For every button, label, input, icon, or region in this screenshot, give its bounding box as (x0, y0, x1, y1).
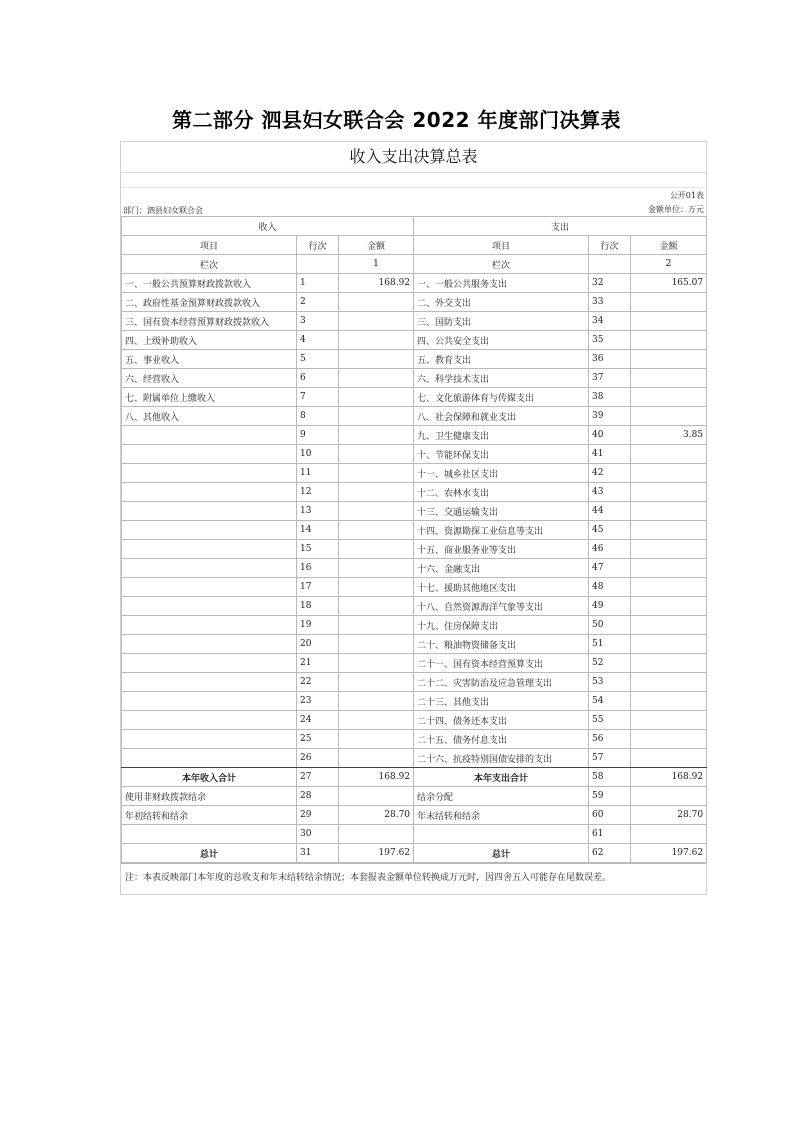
income-line-cell: 6 (297, 369, 339, 388)
expense-amount-cell: 28.70 (631, 806, 707, 825)
page-title: 第二部分 泗县妇女联合会 2022 年度部门决算表 (171, 108, 622, 132)
income-amount-cell (339, 521, 414, 540)
table-row (122, 578, 707, 597)
table-row (122, 502, 707, 521)
expense-item-cell: 年末结转和结余 (414, 806, 589, 825)
expense-amount-cell (631, 673, 707, 692)
income-amount-cell (339, 749, 414, 768)
expense-line-cell: 39 (589, 407, 631, 426)
column-number-row (122, 255, 707, 274)
income-amount-cell (339, 540, 414, 559)
expense-amount-cell: 168.92 (631, 768, 707, 787)
income-amount-cell (339, 635, 414, 654)
table-caption: 收入支出决算总表 (121, 142, 706, 173)
expense-item-cell: 二十三、其他支出 (414, 692, 589, 711)
income-line-cell: 16 (297, 559, 339, 578)
expense-item-cell: 四、公共安全支出 (414, 331, 589, 350)
form-code: 公开01表 (669, 191, 704, 200)
expense-amount-cell (631, 388, 707, 407)
table-row (122, 445, 707, 464)
income-amount-cell: 168.92 (339, 274, 414, 293)
income-amount-cell (339, 388, 414, 407)
expense-amount-cell (631, 616, 707, 635)
expense-item-cell: 十、节能环保支出 (414, 445, 589, 464)
table-row (122, 597, 707, 616)
income-line-cell: 5 (297, 350, 339, 369)
income-line-cell: 8 (297, 407, 339, 426)
expense-item-cell: 十五、商业服务业等支出 (414, 540, 589, 559)
income-line-cell: 14 (297, 521, 339, 540)
income-item-cell (122, 426, 297, 445)
expense-amount-cell (631, 331, 707, 350)
expense-line-cell: 54 (589, 692, 631, 711)
expense-amount-cell: 197.62 (631, 844, 707, 863)
expense-amount-cell (631, 369, 707, 388)
table-row (122, 730, 707, 749)
income-item-cell (122, 616, 297, 635)
expense-item-cell: 十四、资源勘探工业信息等支出 (414, 521, 589, 540)
income-line-cell: 21 (297, 654, 339, 673)
expense-amount-cell (631, 730, 707, 749)
income-item-cell: 总计 (122, 844, 297, 863)
table-row (122, 635, 707, 654)
income-column-number: 1 (339, 255, 414, 274)
expense-line-cell: 37 (589, 369, 631, 388)
income-line-cell: 26 (297, 749, 339, 768)
expense-item-cell: 三、国防支出 (414, 312, 589, 331)
expense-line-cell: 32 (589, 274, 631, 293)
expense-amount-cell (631, 445, 707, 464)
income-item-cell (122, 578, 297, 597)
income-item-cell: 六、经营收入 (122, 369, 297, 388)
table-row (122, 350, 707, 369)
income-item-cell (122, 445, 297, 464)
department-row (121, 202, 706, 216)
income-line-cell: 10 (297, 445, 339, 464)
table-row (122, 331, 707, 350)
expense-line-cell: 55 (589, 711, 631, 730)
table-row (122, 711, 707, 730)
expense-amount-cell (631, 578, 707, 597)
expense-amount-cell (631, 293, 707, 312)
expense-line-cell: 44 (589, 502, 631, 521)
expense-amount-cell (631, 787, 707, 806)
income-line-cell: 22 (297, 673, 339, 692)
income-item-cell (122, 825, 297, 844)
expense-line-cell: 40 (589, 426, 631, 445)
expense-amount-cell: 165.07 (631, 274, 707, 293)
expense-amount-cell: 3.85 (631, 426, 707, 445)
expense-column-number: 2 (631, 255, 707, 274)
table-row (122, 540, 707, 559)
income-item-cell (122, 597, 297, 616)
income-amount-cell (339, 711, 414, 730)
income-amount-cell (339, 350, 414, 369)
expense-item-cell: 六、科学技术支出 (414, 369, 589, 388)
income-item-cell (122, 540, 297, 559)
income-item-header: 项目 (122, 236, 297, 255)
income-line-cell: 3 (297, 312, 339, 331)
expense-item-cell: 十一、城乡社区支出 (414, 464, 589, 483)
income-item-cell (122, 730, 297, 749)
table-row (122, 274, 707, 293)
expense-amount-header: 金额 (631, 236, 707, 255)
expense-item-cell: 本年支出合计 (414, 768, 589, 787)
income-amount-cell (339, 464, 414, 483)
summary-row (122, 787, 707, 806)
expense-amount-cell (631, 502, 707, 521)
table-row (122, 692, 707, 711)
income-amount-cell: 197.62 (339, 844, 414, 863)
income-item-cell: 五、事业收入 (122, 350, 297, 369)
expense-item-header: 项目 (414, 236, 589, 255)
expense-line-cell: 34 (589, 312, 631, 331)
income-amount-cell (339, 483, 414, 502)
income-line-cell: 30 (297, 825, 339, 844)
income-line-cell: 1 (297, 274, 339, 293)
table-row (122, 521, 707, 540)
expense-line-cell: 48 (589, 578, 631, 597)
expense-line-cell: 53 (589, 673, 631, 692)
table-footnote: 注：本表反映部门本年度的总收支和年末结转结余情况；本套报表金额单位转换成万元时，因四舍五入可能存在尾数误差。 (121, 863, 706, 894)
income-item-cell (122, 673, 297, 692)
expense-line-cell: 59 (589, 787, 631, 806)
income-line-cell: 2 (297, 293, 339, 312)
expense-item-cell: 结余分配 (414, 787, 589, 806)
income-amount-cell (339, 445, 414, 464)
income-amount-cell (339, 331, 414, 350)
expense-line-cell: 45 (589, 521, 631, 540)
expense-item-cell: 五、教育支出 (414, 350, 589, 369)
expense-item-cell: 二十四、债务还本支出 (414, 711, 589, 730)
expense-item-cell: 二十六、抗疫特别国债安排的支出 (414, 749, 589, 768)
table-row (122, 369, 707, 388)
form-code-row (121, 188, 706, 202)
expense-amount-cell (631, 407, 707, 426)
summary-row (122, 806, 707, 825)
expense-amount-cell (631, 597, 707, 616)
income-line-cell: 18 (297, 597, 339, 616)
income-amount-cell (339, 502, 414, 521)
table-row (122, 312, 707, 331)
table-row (122, 426, 707, 445)
expense-amount-cell (631, 350, 707, 369)
summary-row (122, 844, 707, 863)
expense-amount-cell (631, 540, 707, 559)
expense-line-cell: 36 (589, 350, 631, 369)
expense-item-cell: 十八、自然资源海洋气象等支出 (414, 597, 589, 616)
table-row (122, 559, 707, 578)
income-expense-table (121, 216, 707, 863)
section-header-row (122, 217, 707, 236)
expense-item-cell (414, 825, 589, 844)
income-line-cell: 29 (297, 806, 339, 825)
income-item-cell (122, 654, 297, 673)
column-header-row (122, 236, 707, 255)
expense-line-cell: 51 (589, 635, 631, 654)
table-row (122, 483, 707, 502)
expense-line-cell: 35 (589, 331, 631, 350)
expense-line-cell: 41 (589, 445, 631, 464)
income-amount-cell (339, 692, 414, 711)
table-row (122, 388, 707, 407)
income-item-cell (122, 502, 297, 521)
table-row (122, 673, 707, 692)
expense-line-cell: 62 (589, 844, 631, 863)
expense-line-cell: 57 (589, 749, 631, 768)
income-item-cell: 八、其他收入 (122, 407, 297, 426)
income-item-cell (122, 559, 297, 578)
income-amount-cell: 168.92 (339, 768, 414, 787)
income-item-cell (122, 521, 297, 540)
table-row (122, 749, 707, 768)
income-amount-cell (339, 578, 414, 597)
expense-item-cell: 二、外交支出 (414, 293, 589, 312)
expense-item-cell: 十六、金融支出 (414, 559, 589, 578)
expense-item-cell: 十三、交通运输支出 (414, 502, 589, 521)
spacer-row (121, 173, 706, 188)
expense-amount-cell (631, 312, 707, 331)
income-item-cell (122, 711, 297, 730)
table-row (122, 464, 707, 483)
income-amount-cell (339, 654, 414, 673)
income-line-cell: 15 (297, 540, 339, 559)
expense-item-cell: 八、社会保障和就业支出 (414, 407, 589, 426)
summary-row (122, 825, 707, 844)
income-item-cell: 一、一般公共预算财政拨款收入 (122, 274, 297, 293)
expense-amount-cell (631, 749, 707, 768)
expense-item-cell: 二十二、灾害防治及应急管理支出 (414, 673, 589, 692)
expense-item-cell: 二十五、债务付息支出 (414, 730, 589, 749)
expense-line-cell: 52 (589, 654, 631, 673)
income-line-cell: 11 (297, 464, 339, 483)
expense-item-cell: 二十、粮油物资储备支出 (414, 635, 589, 654)
income-line-header: 行次 (297, 236, 339, 255)
income-item-cell: 三、国有资本经营预算财政拨款收入 (122, 312, 297, 331)
income-amount-cell (339, 559, 414, 578)
expense-line-cell: 47 (589, 559, 631, 578)
income-line-cell: 19 (297, 616, 339, 635)
expense-item-cell: 九、卫生健康支出 (414, 426, 589, 445)
income-line-cell: 4 (297, 331, 339, 350)
income-amount-cell (339, 825, 414, 844)
income-amount-cell (339, 616, 414, 635)
income-item-cell: 四、上级补助收入 (122, 331, 297, 350)
income-amount-cell (339, 407, 414, 426)
expense-amount-cell (631, 521, 707, 540)
table-row (122, 293, 707, 312)
income-line-cell: 23 (297, 692, 339, 711)
expense-amount-cell (631, 559, 707, 578)
expense-line-cell: 33 (589, 293, 631, 312)
expense-line-cell: 38 (589, 388, 631, 407)
expense-line-cell: 42 (589, 464, 631, 483)
expense-item-cell: 十九、住房保障支出 (414, 616, 589, 635)
income-line-cell: 24 (297, 711, 339, 730)
income-item-cell (122, 692, 297, 711)
unit-label: 金额单位：万元 (648, 205, 704, 214)
income-line-cell: 17 (297, 578, 339, 597)
income-line-cell: 20 (297, 635, 339, 654)
income-amount-cell (339, 787, 414, 806)
income-item-cell (122, 464, 297, 483)
expense-item-cell: 二十一、国有资本经营预算支出 (414, 654, 589, 673)
expense-amount-cell (631, 654, 707, 673)
income-line-cell: 9 (297, 426, 339, 445)
income-amount-cell (339, 426, 414, 445)
expense-section-header: 支出 (414, 217, 707, 236)
income-item-cell: 本年收入合计 (122, 768, 297, 787)
income-amount-cell (339, 312, 414, 331)
expense-line-cell: 46 (589, 540, 631, 559)
expense-line-cell: 56 (589, 730, 631, 749)
income-line-cell: 7 (297, 388, 339, 407)
income-amount-cell: 28.70 (339, 806, 414, 825)
income-amount-cell (339, 730, 414, 749)
expense-amount-cell (631, 464, 707, 483)
income-line-cell: 27 (297, 768, 339, 787)
income-line-cell: 25 (297, 730, 339, 749)
expense-amount-cell (631, 483, 707, 502)
income-item-cell: 年初结转和结余 (122, 806, 297, 825)
income-line-cell: 12 (297, 483, 339, 502)
income-amount-cell (339, 369, 414, 388)
income-line-blank (297, 255, 339, 274)
income-item-cell (122, 483, 297, 502)
income-line-cell: 31 (297, 844, 339, 863)
income-item-cell: 二、政府性基金预算财政拨款收入 (122, 293, 297, 312)
expense-line-cell: 60 (589, 806, 631, 825)
expense-amount-cell (631, 711, 707, 730)
expense-line-cell: 58 (589, 768, 631, 787)
income-amount-header: 金额 (339, 236, 414, 255)
expense-item-cell: 十七、援助其他地区支出 (414, 578, 589, 597)
table-row (122, 407, 707, 426)
income-column-label: 栏次 (122, 255, 297, 274)
income-item-cell: 七、附属单位上缴收入 (122, 388, 297, 407)
income-amount-cell (339, 673, 414, 692)
expense-line-blank (589, 255, 631, 274)
summary-row (122, 768, 707, 787)
expense-line-cell: 43 (589, 483, 631, 502)
budget-summary-sheet (120, 141, 707, 895)
table-row (122, 654, 707, 673)
income-item-cell: 使用非财政拨款结余 (122, 787, 297, 806)
table-row (122, 616, 707, 635)
expense-line-header: 行次 (589, 236, 631, 255)
income-item-cell (122, 635, 297, 654)
expense-item-cell: 七、文化旅游体育与传媒支出 (414, 388, 589, 407)
income-amount-cell (339, 597, 414, 616)
expense-amount-cell (631, 635, 707, 654)
expense-item-cell: 一、一般公共服务支出 (414, 274, 589, 293)
expense-line-cell: 61 (589, 825, 631, 844)
expense-amount-cell (631, 692, 707, 711)
income-line-cell: 13 (297, 502, 339, 521)
department-label: 部门：泗县妇女联合会 (123, 206, 203, 215)
expense-column-label: 栏次 (414, 255, 589, 274)
expense-item-cell: 十二、农林水支出 (414, 483, 589, 502)
income-section-header: 收入 (122, 217, 414, 236)
income-item-cell (122, 749, 297, 768)
expense-line-cell: 49 (589, 597, 631, 616)
income-line-cell: 28 (297, 787, 339, 806)
expense-line-cell: 50 (589, 616, 631, 635)
expense-item-cell: 总计 (414, 844, 589, 863)
income-amount-cell (339, 293, 414, 312)
expense-amount-cell (631, 825, 707, 844)
